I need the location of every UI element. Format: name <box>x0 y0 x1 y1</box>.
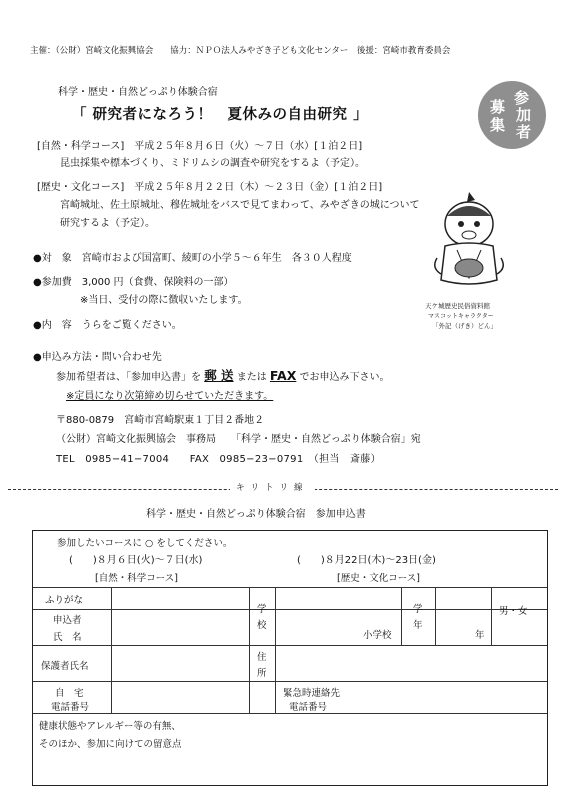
form-instruction: 参加したいコースに ○ をしてください。 <box>57 538 233 549</box>
address-field[interactable] <box>281 649 541 677</box>
course2-desc-2: 研究するよ（予定）。 <box>60 218 155 229</box>
home-phone-label-1: 自 宅 <box>55 688 84 699</box>
apply-mail: 郵 送 <box>204 368 234 383</box>
emergency-phone-field[interactable] <box>363 685 541 709</box>
mascot-caption-1: 天ケ城歴史民俗資料館 <box>425 302 490 310</box>
contact-phone: TEL 0985−41−7004 FAX 0985−23−0791 （担当 斎藤） <box>56 454 381 465</box>
health-label-2: そのほか、参加に向けての留意点 <box>39 739 182 750</box>
event-title: 「 研究者になろう！ 夏休みの自由研究 」 <box>72 107 369 123</box>
course1-desc: 昆虫採集や標本づくり、ミドリムシの調査や研究をするよ（予定）。 <box>60 158 365 169</box>
course2-line: [歴史・文化コース] 平成２５年８月２２日（木）〜２３日（金）[１泊２日] <box>37 182 383 193</box>
mascot-caption-3: 「外記（げき）どん」 <box>432 322 497 330</box>
fee-line: ●参加費 3,000 円（食費、保険料の一部） <box>33 277 234 288</box>
apply-heading: ●申込み方法・問い合わせ先 <box>33 352 162 363</box>
badge-char: 加 <box>516 106 532 124</box>
address-label-2: 所 <box>257 668 267 679</box>
grade-field[interactable] <box>441 593 471 633</box>
applicant-name-field[interactable] <box>117 613 245 641</box>
elementary-school-label: 小学校 <box>363 630 392 641</box>
target-line: ●対 象 宮崎市および国富町、綾町の小学５〜６年生 各３０人程度 <box>33 253 352 264</box>
badge-char: 参 <box>514 89 530 107</box>
badge-char: 募 <box>490 98 506 116</box>
school-label-2: 校 <box>257 620 267 631</box>
home-phone-field[interactable] <box>117 685 245 709</box>
grade-suffix: 年 <box>475 630 485 641</box>
applicant-label-2: 氏 名 <box>53 632 82 643</box>
emergency-label-2: 電話番号 <box>289 702 328 713</box>
health-label-1: 健康状態やアレルギー等の有無、 <box>39 721 181 732</box>
postal-address: 〒880-0879 宮崎市宮崎駅東１丁目２番地２ <box>56 415 265 426</box>
cut-line-label: キリトリ線 <box>230 481 315 493</box>
badge-char: 者 <box>516 123 532 141</box>
guardian-label: 保護者氏名 <box>41 661 89 672</box>
furigana-label: ふりがな <box>45 595 84 606</box>
school-field[interactable] <box>281 593 361 633</box>
course-option-2-label: [歴史・文化コース] <box>337 573 420 584</box>
school-label-1: 学 <box>257 604 267 615</box>
course1-line: [自然・科学コース] 平成２５年８月６日（火）〜７日（水）[１泊２日] <box>37 141 363 152</box>
emergency-label-1: 緊急時連絡先 <box>283 688 341 699</box>
furigana-field[interactable] <box>117 592 245 607</box>
apply-post: でお申込み下さい。 <box>299 372 390 383</box>
apply-pre: 参加希望者は、「参加申込書」を <box>56 372 201 383</box>
apply-fax: FAX <box>269 368 297 383</box>
participant-wanted-badge <box>478 81 546 149</box>
organization-address: （公財）宮崎文化振興協会 事務局 「科学・歴史・自然どっぷり体験合宿」宛 <box>56 434 421 445</box>
grade-label-1: 学 <box>413 604 423 615</box>
address-label-1: 住 <box>257 652 267 663</box>
apply-note: ※定員になり次第締め切らせていただきます。 <box>66 391 274 402</box>
fee-note: ※当日、受付の際に徴収いたします。 <box>80 295 248 306</box>
content-line: ●内 容 うらをご覧ください。 <box>33 320 182 331</box>
home-phone-label-2: 電話番号 <box>51 702 90 713</box>
mascot-caption-2: マスコットキャラクター <box>428 313 494 320</box>
applicant-label-1: 申込者 <box>53 615 82 626</box>
guardian-name-field[interactable] <box>117 649 245 677</box>
course-option-1-label: [自然・科学コース] <box>95 573 178 584</box>
course-option-2[interactable]: ( )８月22日(木)〜23日(金) <box>297 555 436 566</box>
apply-mid: または <box>236 372 267 383</box>
badge-char: 集 <box>490 116 506 134</box>
organizers-line: 主催：（公財）宮崎文化振興協会 協力：ＮＰＯ法人みやざき子ども文化センター 後援：宮崎市教育委員会 <box>30 46 451 56</box>
sex-choice[interactable]: 男・女 <box>499 606 528 617</box>
event-subtitle: 科学・歴史・自然どっぷり体験合宿 <box>58 87 218 98</box>
application-form <box>32 530 548 786</box>
form-title: 科学・歴史・自然どっぷり体験合宿 参加申込書 <box>146 509 366 520</box>
mascot-illustration <box>427 188 511 300</box>
course2-desc-1: 宮崎城址、佐土原城址、穆佐城址をバスで見てまわって、みやざきの城について <box>60 200 420 211</box>
health-notes-field[interactable] <box>223 717 541 781</box>
grade-label-2: 年 <box>413 620 423 631</box>
course-option-1[interactable]: ( )８月６日(火)〜７日(水) <box>69 555 203 566</box>
apply-instructions <box>56 366 390 384</box>
